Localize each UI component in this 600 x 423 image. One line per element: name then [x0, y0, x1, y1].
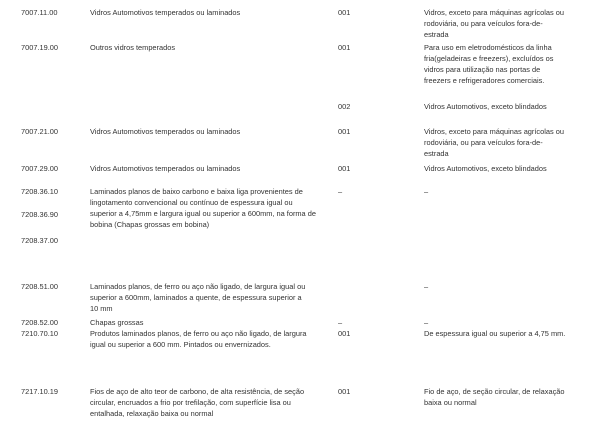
ex-description: De espessura igual ou superior a 4,75 mm. [424, 329, 566, 338]
product-description: bobina (Chapas grossas em bobina) [90, 220, 210, 229]
ncm-code: 7007.29.00 [21, 164, 58, 173]
product-description: Vidros Automotivos temperados ou laminados [90, 8, 241, 17]
ex-tarifario: – [338, 187, 343, 196]
ncm-code: 7208.52.00 [21, 318, 58, 327]
product-description: Laminados planos de baixo carbono e baixa liga provenientes de [90, 187, 303, 196]
product-description: 10 mm [90, 304, 113, 313]
product-description: Laminados planos, de ferro ou aço não ligado, de largura igual ou [90, 282, 306, 291]
ex-description: vidros para utilização nas portas de [424, 65, 541, 74]
ncm-code: 7007.19.00 [21, 43, 58, 52]
ncm-code: 7208.36.10 [21, 187, 58, 196]
ex-description: estrada [424, 149, 449, 158]
ex-description: estrada [424, 30, 449, 39]
product-description: superior a 600mm, laminados a quente, de espessura superior a [90, 293, 302, 302]
ex-description: – [424, 187, 429, 196]
ex-tarifario: 001 [338, 127, 351, 136]
product-description: entalhada, relaxação baixa ou normal [90, 409, 214, 418]
ncm-code: 7208.36.90 [21, 210, 58, 219]
ex-tarifario: 001 [338, 329, 351, 338]
ncm-code: 7007.11.00 [21, 8, 58, 17]
ex-tarifario: 001 [338, 164, 351, 173]
ex-description: freezers e refrigeradores comerciais. [424, 76, 545, 85]
ex-description: rodoviária, ou para veículos fora-de- [424, 19, 543, 28]
ex-tarifario: 001 [338, 8, 351, 17]
ex-description: Para uso em eletrodomésticos da linha [424, 43, 552, 52]
product-description: Produtos laminados planos, de ferro ou aço não ligado, de largura [90, 329, 307, 338]
product-description: Vidros Automotivos temperados ou laminados [90, 164, 241, 173]
product-description: superior a 4,75mm e largura igual ou superior a 600mm, na forma de [90, 209, 316, 218]
product-description: Vidros Automotivos temperados ou laminados [90, 127, 241, 136]
ncm-code: 7217.10.19 [21, 387, 58, 396]
product-description: Chapas grossas [90, 318, 144, 327]
product-description: circular, encruados a frio por trefilação, com superfície lisa ou [90, 398, 291, 407]
ex-description: baixa ou normal [424, 398, 477, 407]
ncm-code: 7208.51.00 [21, 282, 58, 291]
ex-description: Vidros, exceto para máquinas agrícolas ou [424, 127, 564, 136]
ex-tarifario: 001 [338, 387, 351, 396]
ex-description: Vidros Automotivos, exceto blindados [424, 164, 547, 173]
ex-tarifario: 001 [338, 43, 351, 52]
ncm-code: 7210.70.10 [21, 329, 58, 338]
ex-tarifario: 002 [338, 102, 351, 111]
ex-description: Fio de aço, de seção circular, de relaxação [424, 387, 565, 396]
ex-description: rodoviária, ou para veículos fora-de- [424, 138, 543, 147]
product-description: Fios de aço de alto teor de carbono, de alta resistência, de seção [90, 387, 305, 396]
ncm-code: 7007.21.00 [21, 127, 58, 136]
ex-description: Vidros Automotivos, exceto blindados [424, 102, 547, 111]
product-description: igual ou superior a 600 mm. Pintados ou envernizados. [90, 340, 271, 349]
product-description: lingotamento convencional ou contínuo de espessura igual ou [90, 198, 293, 207]
ncm-code: 7208.37.00 [21, 236, 58, 245]
ex-description: fria(geladeiras e freezers), excluídos os [424, 54, 554, 63]
ex-description: – [424, 282, 429, 291]
ex-description: Vidros, exceto para máquinas agrícolas ou [424, 8, 564, 17]
product-description: Outros vidros temperados [90, 43, 176, 52]
ex-description: – [424, 318, 429, 327]
ex-tarifario: – [338, 318, 343, 327]
